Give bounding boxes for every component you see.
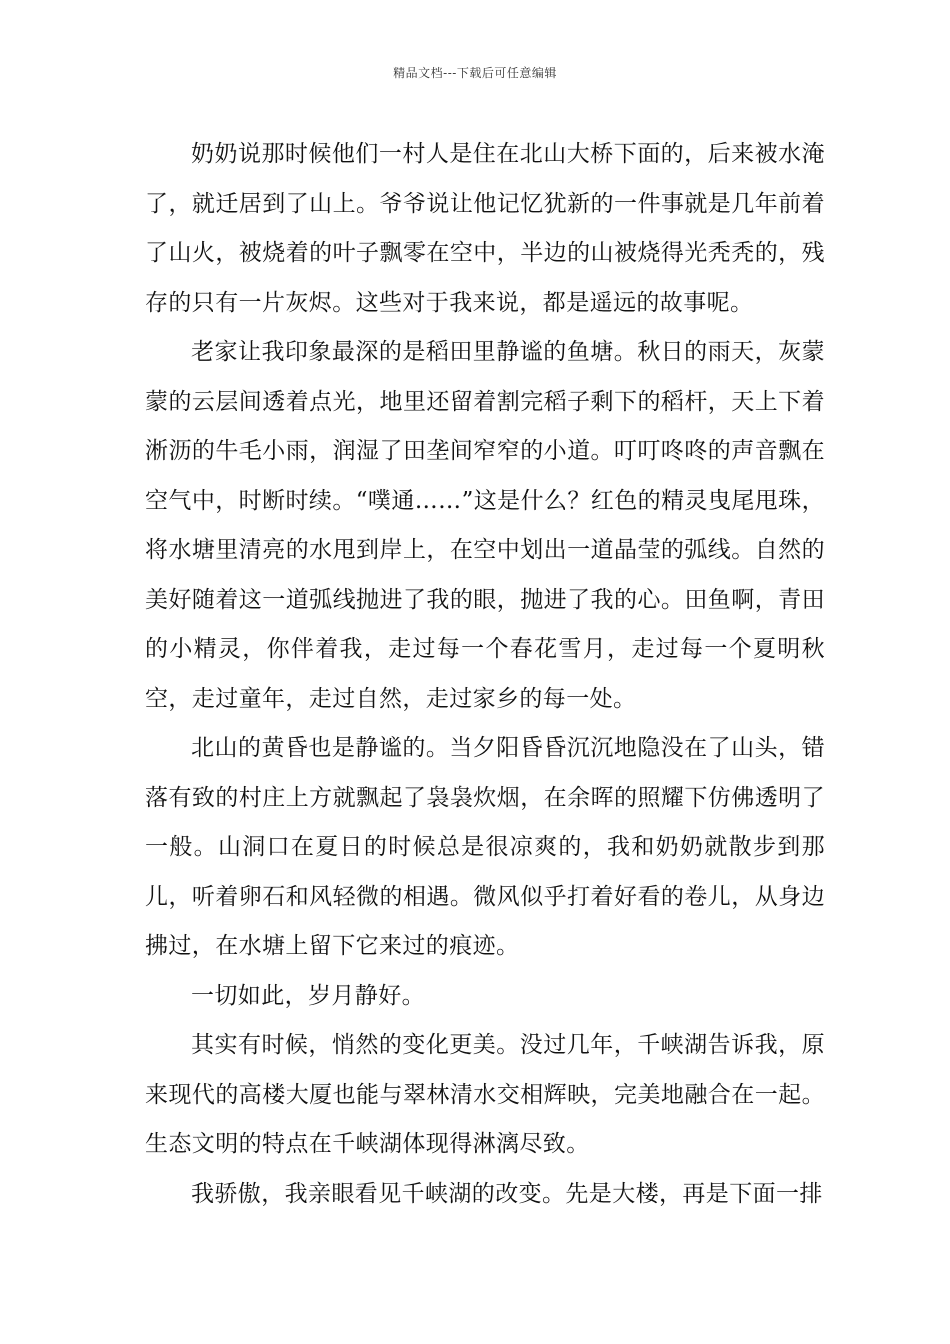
paragraph-3: 北山的黄昏也是静谧的。当夕阳昏昏沉沉地隐没在了山头，错落有致的村庄上方就飘起了袅袅炊烟，在余晖的照耀下仿佛透明了一般。山洞口在夏日的时候总是很凉爽的，我和奶奶就散步到那儿，听着卵石和风轻微的相遇。微风似乎打着好看的卷儿，从身边拂过，在水塘上留下它来过的痕迹。 [145, 735, 825, 959]
page-header: 精品文档---下载后可任意编辑 [393, 66, 557, 80]
paragraph-1: 奶奶说那时候他们一村人是住在北山大桥下面的，后来被水淹了，就迁居到了山上。爷爷说让他记忆犹新的一件事就是几年前着了山火，被烧着的叶子飘零在空中，半边的山被烧得光秃秃的，残存的只有一片灰烬。这些对于我来说，都是遥远的故事呢。 [145, 141, 825, 316]
document-body [145, 130, 825, 1219]
paragraph-2: 老家让我印象最深的是稻田里静谧的鱼塘。秋日的雨天，灰蒙蒙的云层间透着点光，地里还留着割完稻子剩下的稻杆，天上下着淅沥的牛毛小雨，润湿了田垄间窄窄的小道。叮叮咚咚的声音飘在空气中，时断时续。“噗通……”这是什么？红色的精灵曳尾甩珠，将水塘里清亮的水甩到岸上，在空中划出一道晶莹的弧线。自然的美好随着这一道弧线抛进了我的眼，抛进了我的心。田鱼啊，青田的小精灵，你伴着我，走过每一个春花雪月，走过每一个夏明秋空，走过童年，走过自然，走过家乡的每一处。 [145, 339, 825, 712]
paragraph-6: 我骄傲，我亲眼看见千峡湖的改变。先是大楼，再是下面一排 [191, 1180, 823, 1207]
paragraph-4: 一切如此，岁月静好。 [191, 982, 425, 1009]
paragraph-5: 其实有时候，悄然的变化更美。没过几年，千峡湖告诉我，原来现代的高楼大厦也能与翠林清水交相辉映，完美地融合在一起。生态文明的特点在千峡湖体现得淋漓尽致。 [145, 1032, 825, 1157]
